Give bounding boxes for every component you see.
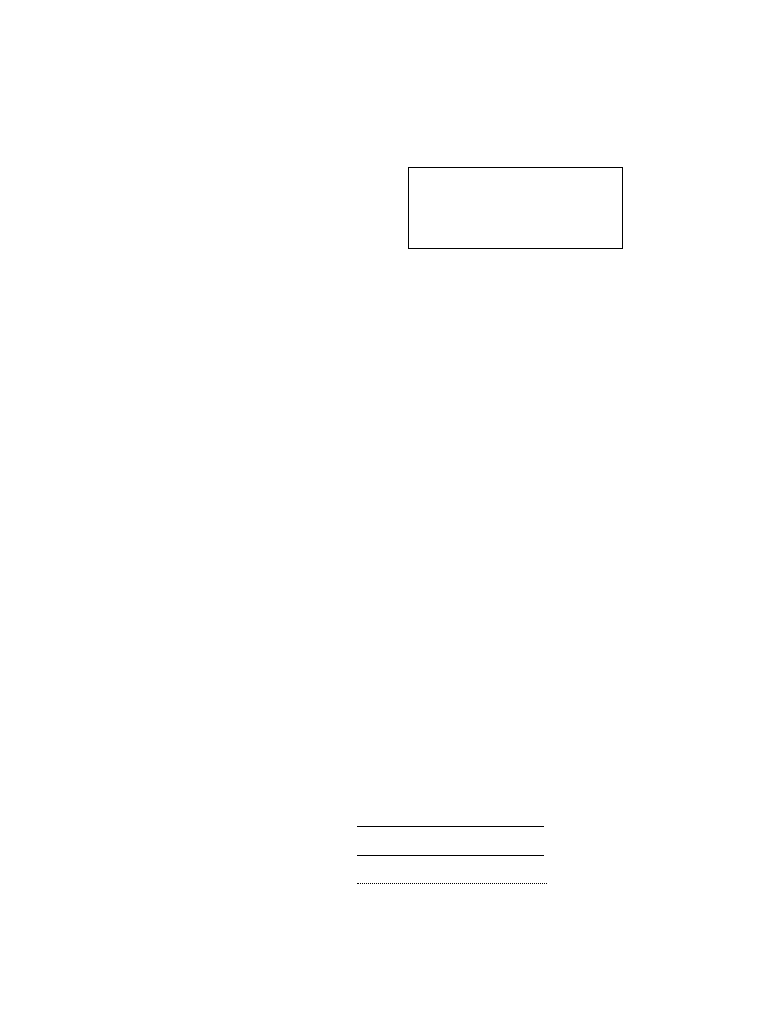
shift-3-signature-line[interactable] (357, 883, 547, 884)
shift-2-signature-line[interactable] (357, 855, 544, 856)
shift-1-signature-line[interactable] (357, 826, 544, 827)
patient-id-box (408, 167, 623, 249)
